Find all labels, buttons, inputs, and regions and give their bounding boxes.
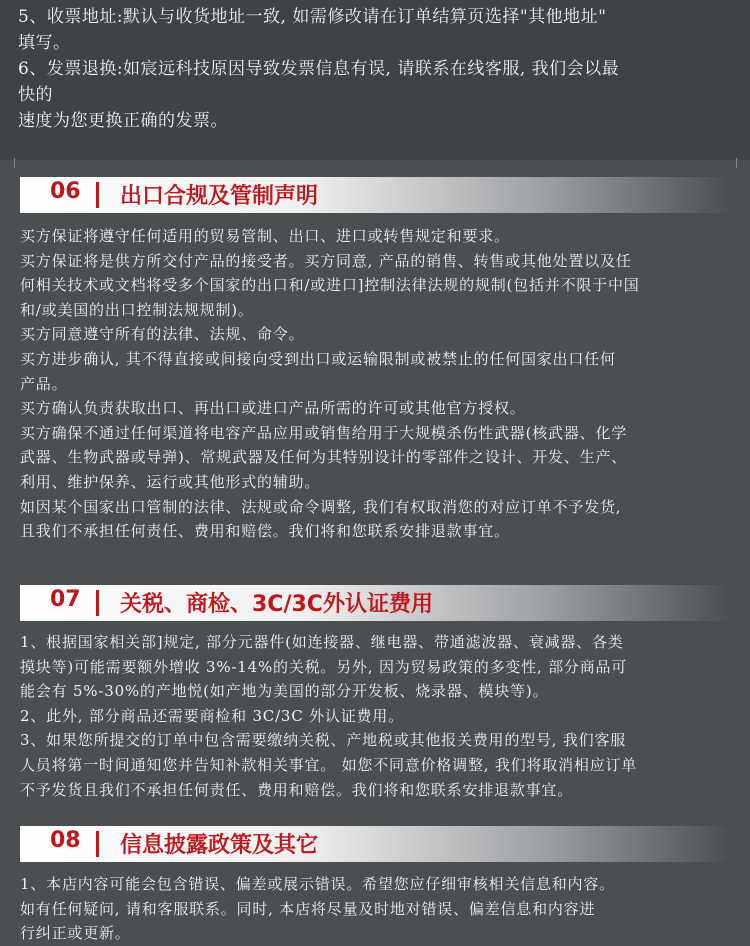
body-line: 3、如果您所提交的订单中包含需要缴纳关税、产地税或其他报关费用的型号, 我们客服 bbox=[20, 731, 627, 750]
body-line: 买方确保不通过任何渠道将电容产品应用或销售给用于大规模杀伤性武器(核武器、化学 bbox=[20, 423, 628, 442]
section-divider bbox=[96, 831, 99, 857]
body-line: 摸块等)可能需要额外增收 3%-14%的关税。另外, 因为贸易政策的多变性, 部分商品可 bbox=[20, 657, 628, 676]
section-header-08 bbox=[20, 826, 730, 862]
body-line: 如有任何疑问, 请和客服联系。同时, 本店将尽量及时地对错误、偏差信息和内容进 bbox=[20, 899, 596, 918]
body-line: 利用、维护保养、运行或其他形式的辅助。 bbox=[20, 472, 321, 491]
body-line: 武器、生物武器或导弹)、常规武器及任何为其特别设计的零部件之设计、开发、生产、 bbox=[20, 448, 628, 467]
section-title: 信息披露政策及其它 bbox=[120, 833, 319, 858]
corner-mark bbox=[736, 158, 737, 168]
body-line: 不予发货且我们不承担任何责任、费用和赔偿。我们将和您联系安排退款事宜。 bbox=[20, 780, 574, 799]
body-line: 2、此外, 部分商品还需要商检和 3C/3C 外认证费用。 bbox=[20, 706, 404, 725]
body-line: 如因某个国家出口管制的法律、法规或命令调整, 我们有权取消您的对应订单不予发货, bbox=[20, 497, 622, 516]
top-line: 速度为您更换正确的发票。 bbox=[18, 111, 228, 131]
body-line: 1、根据国家相关部]规定, 部分元器件(如连接器、继电器、带通滤波器、衰减器、各类 bbox=[20, 633, 624, 651]
body-line: 1、本店内容可能会包含错误、偏差或展示错误。希望您应仔细审核相关信息和内容。 bbox=[20, 875, 615, 893]
section-divider bbox=[96, 590, 99, 616]
section-divider bbox=[96, 182, 99, 208]
body-line: 和/或美国的出口控制法规规制)。 bbox=[20, 300, 254, 319]
top-line: 快的 bbox=[18, 85, 53, 105]
corner-mark bbox=[14, 158, 15, 168]
body-line: 能会有 5%-30%的产地悦(如产地为美国的部分开发板、烧录器、模块等)。 bbox=[20, 682, 549, 701]
top-notes bbox=[0, 0, 750, 160]
top-line: 填写。 bbox=[18, 33, 71, 53]
section-header-06 bbox=[20, 177, 730, 213]
body-line: 产品。 bbox=[20, 374, 68, 393]
section-number: 06 bbox=[50, 179, 81, 204]
section-title: 出口合规及管制声明 bbox=[120, 184, 319, 209]
body-line: 人员将第一时间通知您并告知补款相关事宜。 如您不同意价格调整, 我们将取消相应订单 bbox=[20, 755, 638, 774]
top-line: 6、发票退换:如宸远科技原因导致发票信息有误, 请联系在线客服, 我们会以最 bbox=[18, 59, 620, 79]
top-line: 5、收票地址:默认与收货地址一致, 如需修改请在订单结算页选择"其他地址" bbox=[18, 7, 607, 27]
body-line: 买方同意遵守所有的法律、法规、命令。 bbox=[20, 325, 305, 344]
body-line: 何相关技术或文档将受多个国家的出口和/或进口]控制法律法规的规制(包括并不限于中国 bbox=[20, 276, 640, 295]
section-header-07 bbox=[20, 585, 730, 621]
section-number: 07 bbox=[50, 587, 81, 612]
body-line: 买方保证将遵守任何适用的贸易管制、出口、进口或转售规定和要求。 bbox=[20, 227, 510, 245]
body-line: 行纠正或更新。 bbox=[20, 924, 131, 943]
body-line: 买方确认负责获取出口、再出口或进口产品所需的许可或其他官方授权。 bbox=[20, 399, 526, 418]
section-title: 关税、商检、3C/3C外认证费用 bbox=[120, 592, 433, 617]
body-line: 买方进步确认, 其不得直接或间接向受到出口或运输限制或被禁止的任何国家出口任何 bbox=[20, 349, 616, 368]
section-body-06 bbox=[20, 224, 742, 544]
body-line: 买方保证将是供方所交付产品的接受者。买方同意, 产品的销售、转售或其他处置以及任 bbox=[20, 251, 632, 270]
body-line: 且我们不承担任何责任、费用和赔偿。我们将和您联系安排退款事宜。 bbox=[20, 522, 510, 541]
section-body-07 bbox=[20, 630, 742, 802]
section-number: 08 bbox=[50, 828, 81, 853]
